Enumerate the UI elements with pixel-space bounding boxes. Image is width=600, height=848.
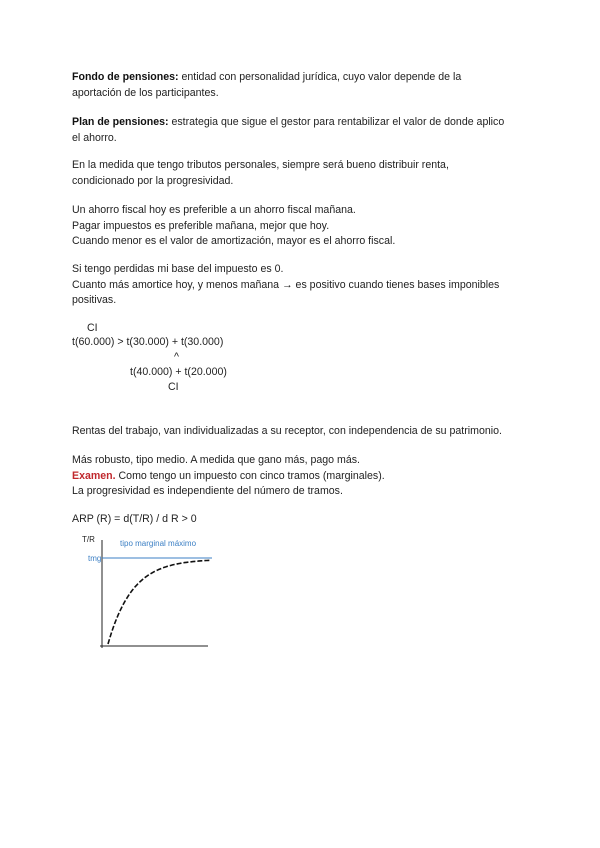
text: aportación de los participantes. <box>72 86 219 99</box>
curve-caption: tipo marginal máximo <box>120 539 197 548</box>
inequality-line: t(60.000) > t(30.000) + t(30.000) <box>72 336 224 348</box>
tipo-medio-curve <box>108 560 210 644</box>
text: Cuanto más amortice hoy, y menos mañana → es positivo cuando tienes bases imponibles <box>72 278 500 291</box>
text: Cuando menor es el valor de amortización, mayor es el ahorro fiscal. <box>72 235 396 247</box>
text: Si tengo perdidas mi base del impuesto es 0. <box>72 263 284 275</box>
text: ARP (R) = d(T/R) / d R > 0 <box>72 513 197 525</box>
paragraph-rentas <box>72 424 552 440</box>
text: el ahorro. <box>72 131 117 144</box>
text: entidad con personalidad jurídica, cuyo valor depende de la <box>178 71 462 83</box>
text: estrategia que sigue el gestor para rentabilizar el valor de donde aplico <box>168 116 505 128</box>
text: Más robusto, tipo medio. A medida que gano más, pago más. <box>72 454 360 466</box>
paragraph-tipo-medio <box>72 453 542 500</box>
term-fondo-pensiones: Fondo de pensiones: <box>72 71 179 83</box>
text: positivas. <box>72 294 117 306</box>
ci-label-bottom: CI <box>168 381 179 393</box>
paragraph-ahorro-fiscal <box>72 203 542 250</box>
paragraph-perdidas <box>72 262 542 309</box>
ci-label-top: CI <box>87 322 98 334</box>
paragraph-plan-pensiones <box>72 115 542 146</box>
caret: ^ <box>174 351 179 363</box>
text: La progresividad es independiente del número de tramos. <box>72 485 343 497</box>
progressivity-graph <box>80 530 230 655</box>
text: En la medida que tengo tributos personales, siempre será bueno distribuir renta, <box>72 159 449 171</box>
sum-line: t(40.000) + t(20.000) <box>130 366 227 378</box>
text: condicionado por la progresividad. <box>72 174 234 187</box>
exam-label: Examen. <box>72 469 116 482</box>
text: Como tengo un impuesto con cinco tramos (marginales). <box>115 469 385 482</box>
text: Rentas del trabajo, van individualizadas a su receptor, con independencia de su patrimonio. <box>72 425 502 437</box>
y-axis-label: T/R <box>82 535 95 544</box>
term-plan-pensiones: Plan de pensiones: <box>72 116 169 128</box>
asymptote-label: tmg <box>88 554 102 563</box>
text: Un ahorro fiscal hoy es preferible a un ahorro fiscal mañana. <box>72 204 356 216</box>
paragraph-fondo-pensiones <box>72 70 542 101</box>
arp-formula <box>72 512 542 528</box>
paragraph-tributos <box>72 158 542 189</box>
text: Pagar impuestos es preferible mañana, mejor que hoy. <box>72 219 330 232</box>
